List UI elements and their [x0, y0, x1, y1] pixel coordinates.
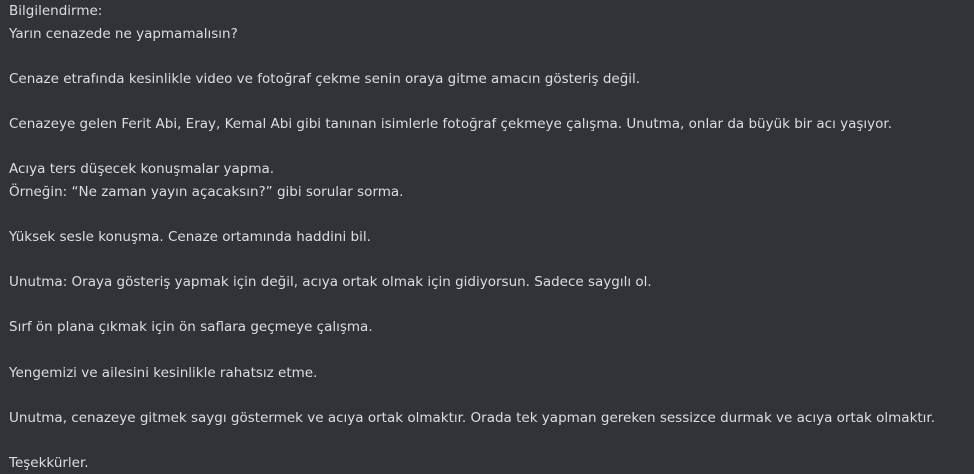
blank-line — [9, 339, 964, 362]
message-line: Unutma, cenazeye gitmek saygı göstermek ve acıya ortak olmaktır. Orada tek yapman gereken sessizce durmak ve acıya ortak olmaktır. — [9, 409, 936, 426]
message-line: Bilgilendirme: — [9, 3, 103, 19]
message-line: Teşekkürler. — [9, 454, 89, 471]
blank-line — [9, 45, 964, 68]
message-line: Cenazeye gelen Ferit Abi, Eray, Kemal Abi gibi tanınan isimlerle fotoğraf çekmeye çalışma. Unutma, onlar da büyük bir acı yaşıyor. — [9, 115, 893, 132]
blank-line — [9, 384, 964, 407]
message-line: Örneğin: “Ne zaman yayın açacaksın?” gibi sorular sorma. — [9, 183, 404, 200]
blank-line — [9, 294, 964, 317]
message-line: Sırf ön plana çıkmak için ön saflara geçmeye çalışma. — [9, 319, 373, 336]
message-line: Acıya ters düşecek konuşmalar yapma. — [9, 161, 275, 178]
blank-line — [9, 249, 964, 272]
blank-line — [9, 429, 964, 452]
blank-line — [9, 203, 964, 226]
message-line: Yüksek sesle konuşma. Cenaze ortamında haddini bil. — [9, 228, 371, 245]
blank-line — [9, 136, 964, 159]
message-line: Unutma: Oraya gösteriş yapmak için değil, acıya ortak olmak için gidiyorsun. Sadece saygılı ol. — [9, 274, 652, 291]
message-line: Cenaze etrafında kesinlikle video ve fotoğraf çekme senin oraya gitme amacın gösteriş değil. — [9, 70, 641, 87]
message-content — [9, 0, 964, 474]
message-line: Yengemizi ve ailesini kesinlikle rahatsız etme. — [9, 364, 318, 381]
blank-line — [9, 90, 964, 113]
message-line: Yarın cenazede ne yapmamalısın? — [9, 25, 238, 42]
